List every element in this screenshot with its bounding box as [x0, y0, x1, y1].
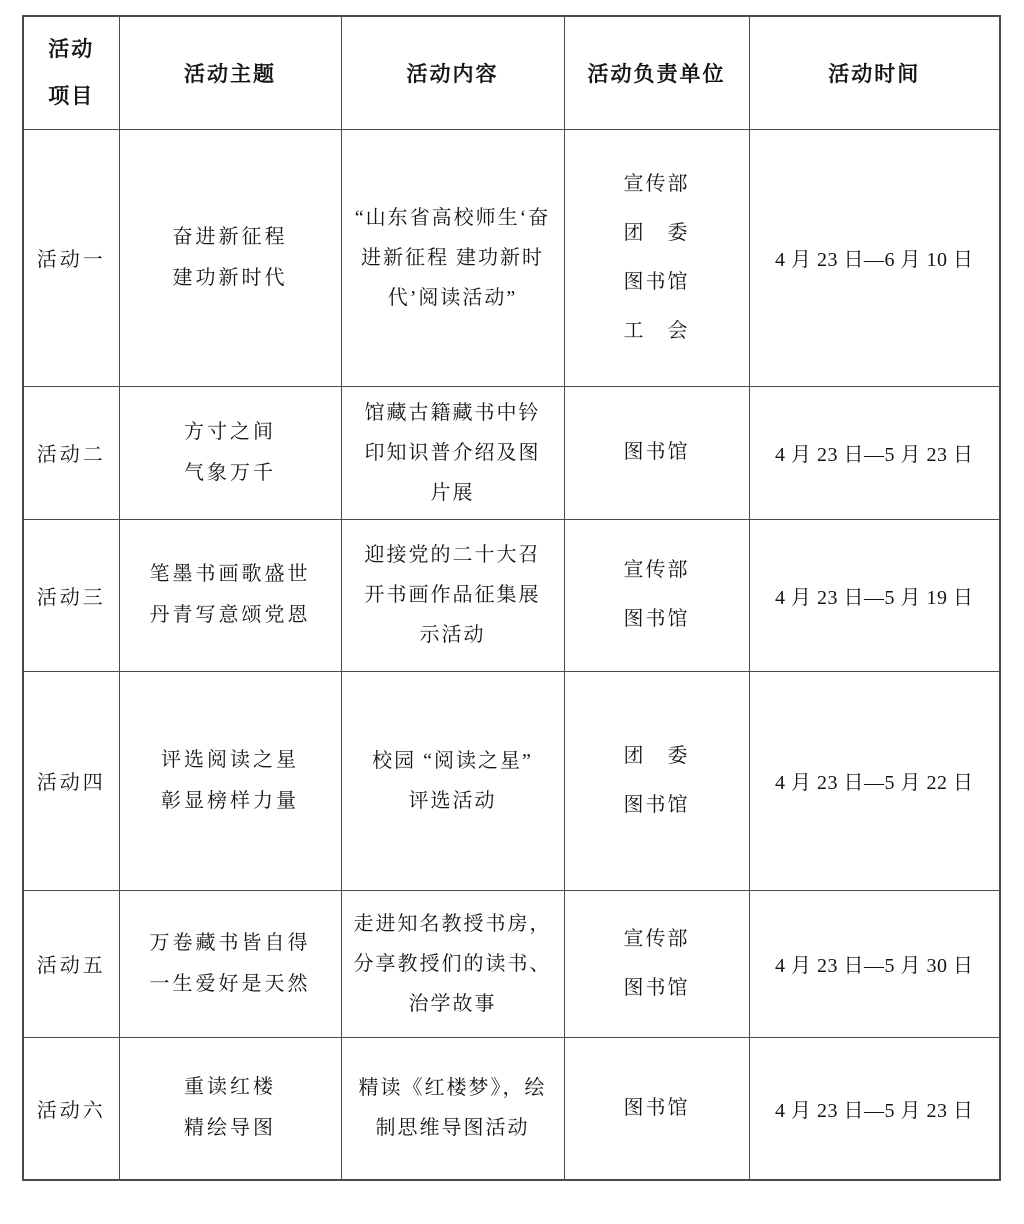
activity-time: 4 月 23 日—5 月 19 日 — [749, 519, 1000, 671]
theme-line: 彰显榜样力量 — [161, 789, 299, 812]
header-cell-unit: 活动负责单位 — [564, 16, 749, 129]
activities-table — [22, 15, 1001, 1181]
theme-line: 笔墨书画歌盛世 — [149, 563, 311, 585]
activity-item: 活动二 — [23, 386, 119, 519]
content-line: 校园 “阅读之星” — [372, 749, 533, 772]
activity-units — [564, 129, 749, 386]
header-cell-time: 活动时间 — [749, 16, 1000, 129]
unit-line: 宣传部 — [623, 927, 690, 950]
activity-theme — [119, 129, 341, 386]
activity-theme — [119, 890, 341, 1037]
activity-item: 活动一 — [23, 129, 119, 386]
activity-units — [564, 519, 749, 671]
unit-line: 图书馆 — [623, 1096, 690, 1119]
content-line: 馆藏古籍藏书中钤 — [364, 401, 541, 424]
activity-content — [341, 671, 564, 890]
theme-line: 方寸之间 — [184, 420, 276, 443]
activity-content — [341, 129, 564, 386]
theme-line: 建功新时代 — [172, 266, 288, 289]
activity-units — [564, 671, 749, 890]
theme-line: 奋进新征程 — [172, 225, 288, 248]
content-line: 进新征程 建功新时 — [361, 246, 544, 269]
activity-units — [564, 386, 749, 519]
content-line: 代’阅读活动” — [387, 286, 518, 309]
header-cell-content: 活动内容 — [341, 16, 564, 129]
unit-line: 图书馆 — [623, 270, 690, 293]
header-cell-item — [23, 16, 119, 129]
table-row-activity-5 — [23, 890, 1000, 1037]
header-cell-theme: 活动主题 — [119, 16, 341, 129]
unit-line: 团 委 — [623, 221, 690, 244]
content-line: 评选活动 — [408, 789, 497, 812]
table-row-activity-3 — [23, 519, 1000, 671]
table-row-activity-4 — [23, 671, 1000, 890]
activity-content — [341, 890, 564, 1037]
activity-theme — [119, 519, 341, 671]
activity-time: 4 月 23 日—5 月 23 日 — [749, 1037, 1000, 1180]
activity-time: 4 月 23 日—5 月 22 日 — [749, 671, 1000, 890]
activity-item: 活动六 — [23, 1037, 119, 1180]
theme-line: 评选阅读之星 — [161, 748, 299, 771]
header-row — [23, 16, 1000, 129]
unit-line: 团 委 — [623, 744, 690, 767]
activity-time: 4 月 23 日—6 月 10 日 — [749, 129, 1000, 386]
table-row-activity-1 — [23, 129, 1000, 386]
unit-line: 宣传部 — [623, 172, 690, 195]
content-line: 片展 — [430, 481, 475, 504]
activity-theme — [119, 1037, 341, 1180]
activity-item: 活动四 — [23, 671, 119, 890]
activity-item: 活动五 — [23, 890, 119, 1037]
activity-units — [564, 890, 749, 1037]
theme-line: 丹青写意颂党恩 — [149, 604, 311, 626]
content-line: 开书画作品征集展 — [364, 584, 541, 606]
activity-units — [564, 1037, 749, 1180]
content-line: 走进知名教授书房， — [353, 912, 552, 935]
theme-line: 气象万千 — [184, 461, 276, 484]
content-line: 制思维导图活动 — [375, 1117, 530, 1140]
header-item-line2: 项目 — [48, 83, 95, 108]
activity-item: 活动三 — [23, 519, 119, 671]
unit-line: 工 会 — [623, 319, 690, 342]
header-item-line1: 活动 — [48, 36, 95, 61]
activity-theme — [119, 671, 341, 890]
unit-line: 宣传部 — [623, 559, 690, 581]
content-line: “山东省高校师生‘奋 — [354, 206, 551, 229]
theme-line: 重读红楼 — [184, 1076, 276, 1099]
table-row-activity-6 — [23, 1037, 1000, 1180]
theme-line: 一生爱好是天然 — [149, 972, 311, 995]
activity-time: 4 月 23 日—5 月 23 日 — [749, 386, 1000, 519]
unit-line: 图书馆 — [623, 608, 690, 630]
theme-line: 万卷藏书皆自得 — [149, 931, 311, 954]
content-line: 印知识普介绍及图 — [364, 441, 541, 464]
content-line: 迎接党的二十大召 — [364, 544, 541, 566]
table-row-activity-2 — [23, 386, 1000, 519]
activity-time: 4 月 23 日—5 月 30 日 — [749, 890, 1000, 1037]
unit-line: 图书馆 — [623, 793, 690, 816]
activity-content — [341, 1037, 564, 1180]
activity-theme — [119, 386, 341, 519]
activity-content — [341, 386, 564, 519]
unit-line: 图书馆 — [623, 441, 690, 463]
activity-content — [341, 519, 564, 671]
content-line: 分享教授们的读书、 — [353, 952, 552, 975]
content-line: 精读《红楼梦》，绘 — [358, 1077, 547, 1100]
theme-line: 精绘导图 — [184, 1117, 276, 1140]
unit-line: 图书馆 — [623, 976, 690, 999]
content-line: 示活动 — [419, 624, 486, 646]
content-line: 治学故事 — [408, 992, 497, 1015]
